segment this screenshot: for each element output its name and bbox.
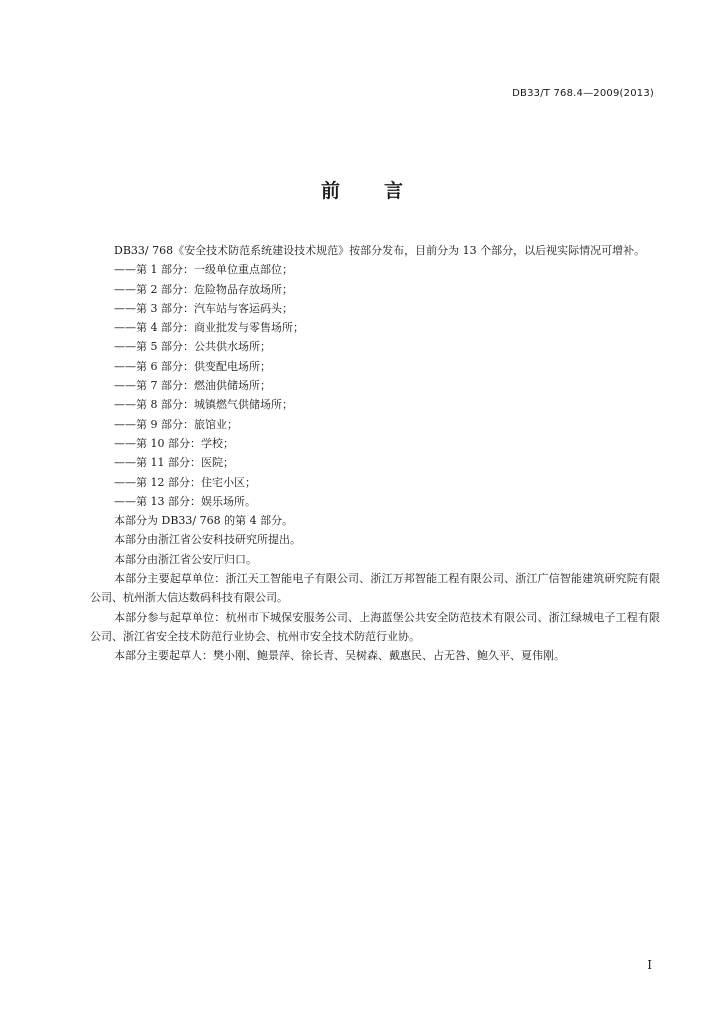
- intro-paragraph: DB33/ 768《安全技术防范系统建设技术规范》按部分发布，目前分为 13 个部分，以后视实际情况可增补。: [114, 244, 646, 257]
- list-item: ——第 9 部分：旅馆业；: [114, 417, 238, 431]
- drafting-units-paragraph: 本部分主要起草单位：浙江天工智能电子有限公司、浙江万邦智能工程有限公司、浙江广信智能建筑研究院有限公司、杭州浙大信达数码科技有限公司。: [90, 572, 660, 605]
- list-item: ——第 4 部分：商业批发与零售场所；: [114, 321, 304, 335]
- list-item: ——第 12 部分：住宅小区；: [114, 475, 256, 489]
- list-item: ——第 11 部分：医院；: [114, 456, 234, 470]
- foreword-body: [90, 241, 660, 666]
- managed-by-statement: 本部分由浙江省公安厅归口。: [114, 552, 257, 566]
- list-item: ——第 5 部分：公共供水场所；: [114, 340, 271, 354]
- participating-units-paragraph: 本部分参与起草单位：杭州市下城保安服务公司、上海蓝堡公共安全防范技术有限公司、浙江绿城电子工程有限公司、浙江省安全技术防范行业协会、杭州市安全技术防范行业协。: [90, 610, 660, 643]
- standard-code: DB33/T 768.4—2009(2013): [512, 88, 654, 99]
- list-item: ——第 6 部分：供变配电场所；: [114, 359, 271, 373]
- drafters-paragraph: 本部分主要起草人：樊小刚、鲍景萍、徐长青、吴树森、戴惠民、占无咎、鲍久平、夏伟刚。: [114, 649, 565, 663]
- list-item: ——第 3 部分：汽车站与客运码头；: [114, 301, 293, 315]
- list-item: ——第 7 部分：燃油供储场所；: [114, 379, 271, 393]
- list-item: ——第 8 部分：城镇燃气供储场所；: [114, 398, 293, 412]
- list-item: ——第 2 部分：危险物品存放场所；: [114, 282, 293, 296]
- this-part-statement: 本部分为 DB33/ 768 的第 4 部分。: [114, 514, 294, 528]
- page-title: 前言: [320, 180, 447, 202]
- proposed-by-statement: 本部分由浙江省公安科技研究所提出。: [114, 533, 301, 547]
- list-item: ——第 1 部分：一级单位重点部位；: [114, 263, 293, 277]
- list-item: ——第 13 部分：娱乐场所。: [114, 494, 256, 508]
- page-number: I: [647, 958, 652, 972]
- list-item: ——第 10 部分：学校；: [114, 436, 234, 450]
- parts-list: [90, 260, 660, 511]
